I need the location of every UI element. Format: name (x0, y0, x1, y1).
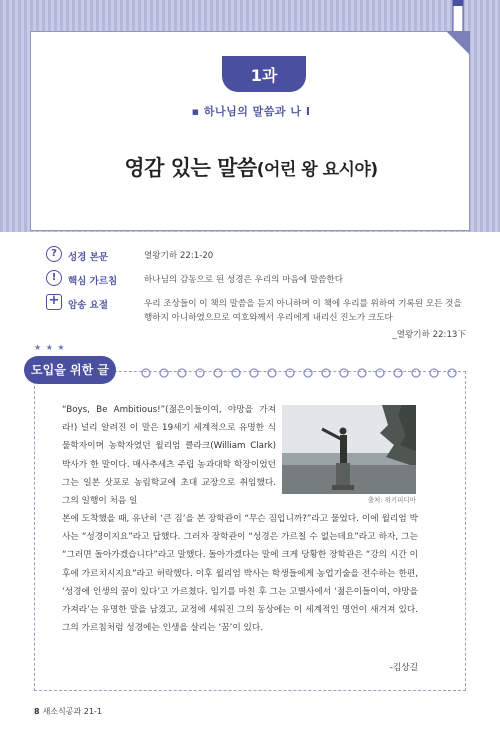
page-footer (34, 706, 102, 717)
info-label: 암송 요절 (68, 300, 109, 311)
lesson-number-badge: 1과 (222, 56, 306, 92)
page-number: 8 (34, 707, 40, 716)
info-text: 하나님의 감동으로 된 성경은 우리의 마음에 말씀한다 (144, 275, 344, 285)
info-text: 우리 조상들이 이 책의 말씀을 듣지 아니하며 이 책에 우리를 위하여 기록된 모든 것을 행하지 아니하였으므로 여호와께서 우리에게 내리신 진노가 크도다 (144, 299, 462, 323)
title-paren: (어린 왕 요시야) (256, 160, 378, 180)
title-main: 영감 있는 말씀 (124, 156, 257, 180)
photo-credit: 출처: 위키피디아 (367, 496, 416, 504)
title-card (30, 31, 470, 231)
binder-rings (140, 365, 460, 381)
unit-subtitle: ▪ 하나님의 말씀과 나 I (191, 105, 311, 118)
intro-author: -김상길 (389, 663, 418, 673)
plus-icon: + (46, 294, 62, 310)
info-text: 열왕기하 22:1-20 (144, 251, 214, 261)
page-title (31, 152, 471, 182)
verse-reference: _열왕기하 22:13下 (392, 330, 466, 340)
intro-paragraph-bottom: 본에 도착했을 때, 유난히 ‘큰 짐’을 본 장학관이 “무슨 짐입니까?”라고 물었다. 이에 윌리엄 박사는 “성경이지요”라고 답했다. 그러자 장학관이 “성경은 가르칠 수 없는데요”라고 하자, 그는 “그러면 돌아가겠습니다”라고 말했다. 돌아가겠다는 말에 크게 당황한 장학관은 “강의 시간 이후에 가르치시지요”라고 허락했다. 이후 윌리엄 박사는 학생들에게 농업기술을 전수하는 한편, ‘성경에 인생의 꿈이 있다’고 가르쳤다. 임기를 마친 후 그는 고별사에서 ‘젊은이들이여, 야망을 가져라’는 유명한 말을 남겼고, 교정에 세워진 그의 동상에는 이 세계적인 명언이 새겨져 있다. 그의 가르침처럼 성경에는 인생을 살리는 ‘꿈’이 있다. (62, 514, 418, 634)
exclamation-icon: ! (46, 270, 62, 286)
question-icon: ? (46, 246, 62, 262)
info-label: 성경 본문 (68, 252, 109, 263)
star-decoration: ★ ★ ★ (34, 343, 66, 352)
card-folded-corner (446, 31, 470, 55)
intro-paragraph-top: “Boys, Be Ambitious!”(젊은이들이여, 야망을 가져라!) 널리 알려진 이 말은 19세기 세계적으로 유명한 식물학자이며 농학자였던 윌리엄 클라크(William Clark) 박사가 한 말이다. 매사추세츠 주립 농과대학 학장이었던 그는 일본 삿포로 농림학교에 초대 교장으로 취임했다. 그의 일행이 처음 일 (62, 405, 276, 507)
statue-photo (282, 405, 416, 494)
info-label: 핵심 가르침 (68, 276, 118, 287)
info-row-memory-verse (46, 293, 466, 345)
intro-section-tab: 도입을 위한 글 (24, 356, 116, 384)
clark-statue-image (282, 405, 416, 494)
book-title: 새소식공과 21-1 (42, 707, 102, 716)
